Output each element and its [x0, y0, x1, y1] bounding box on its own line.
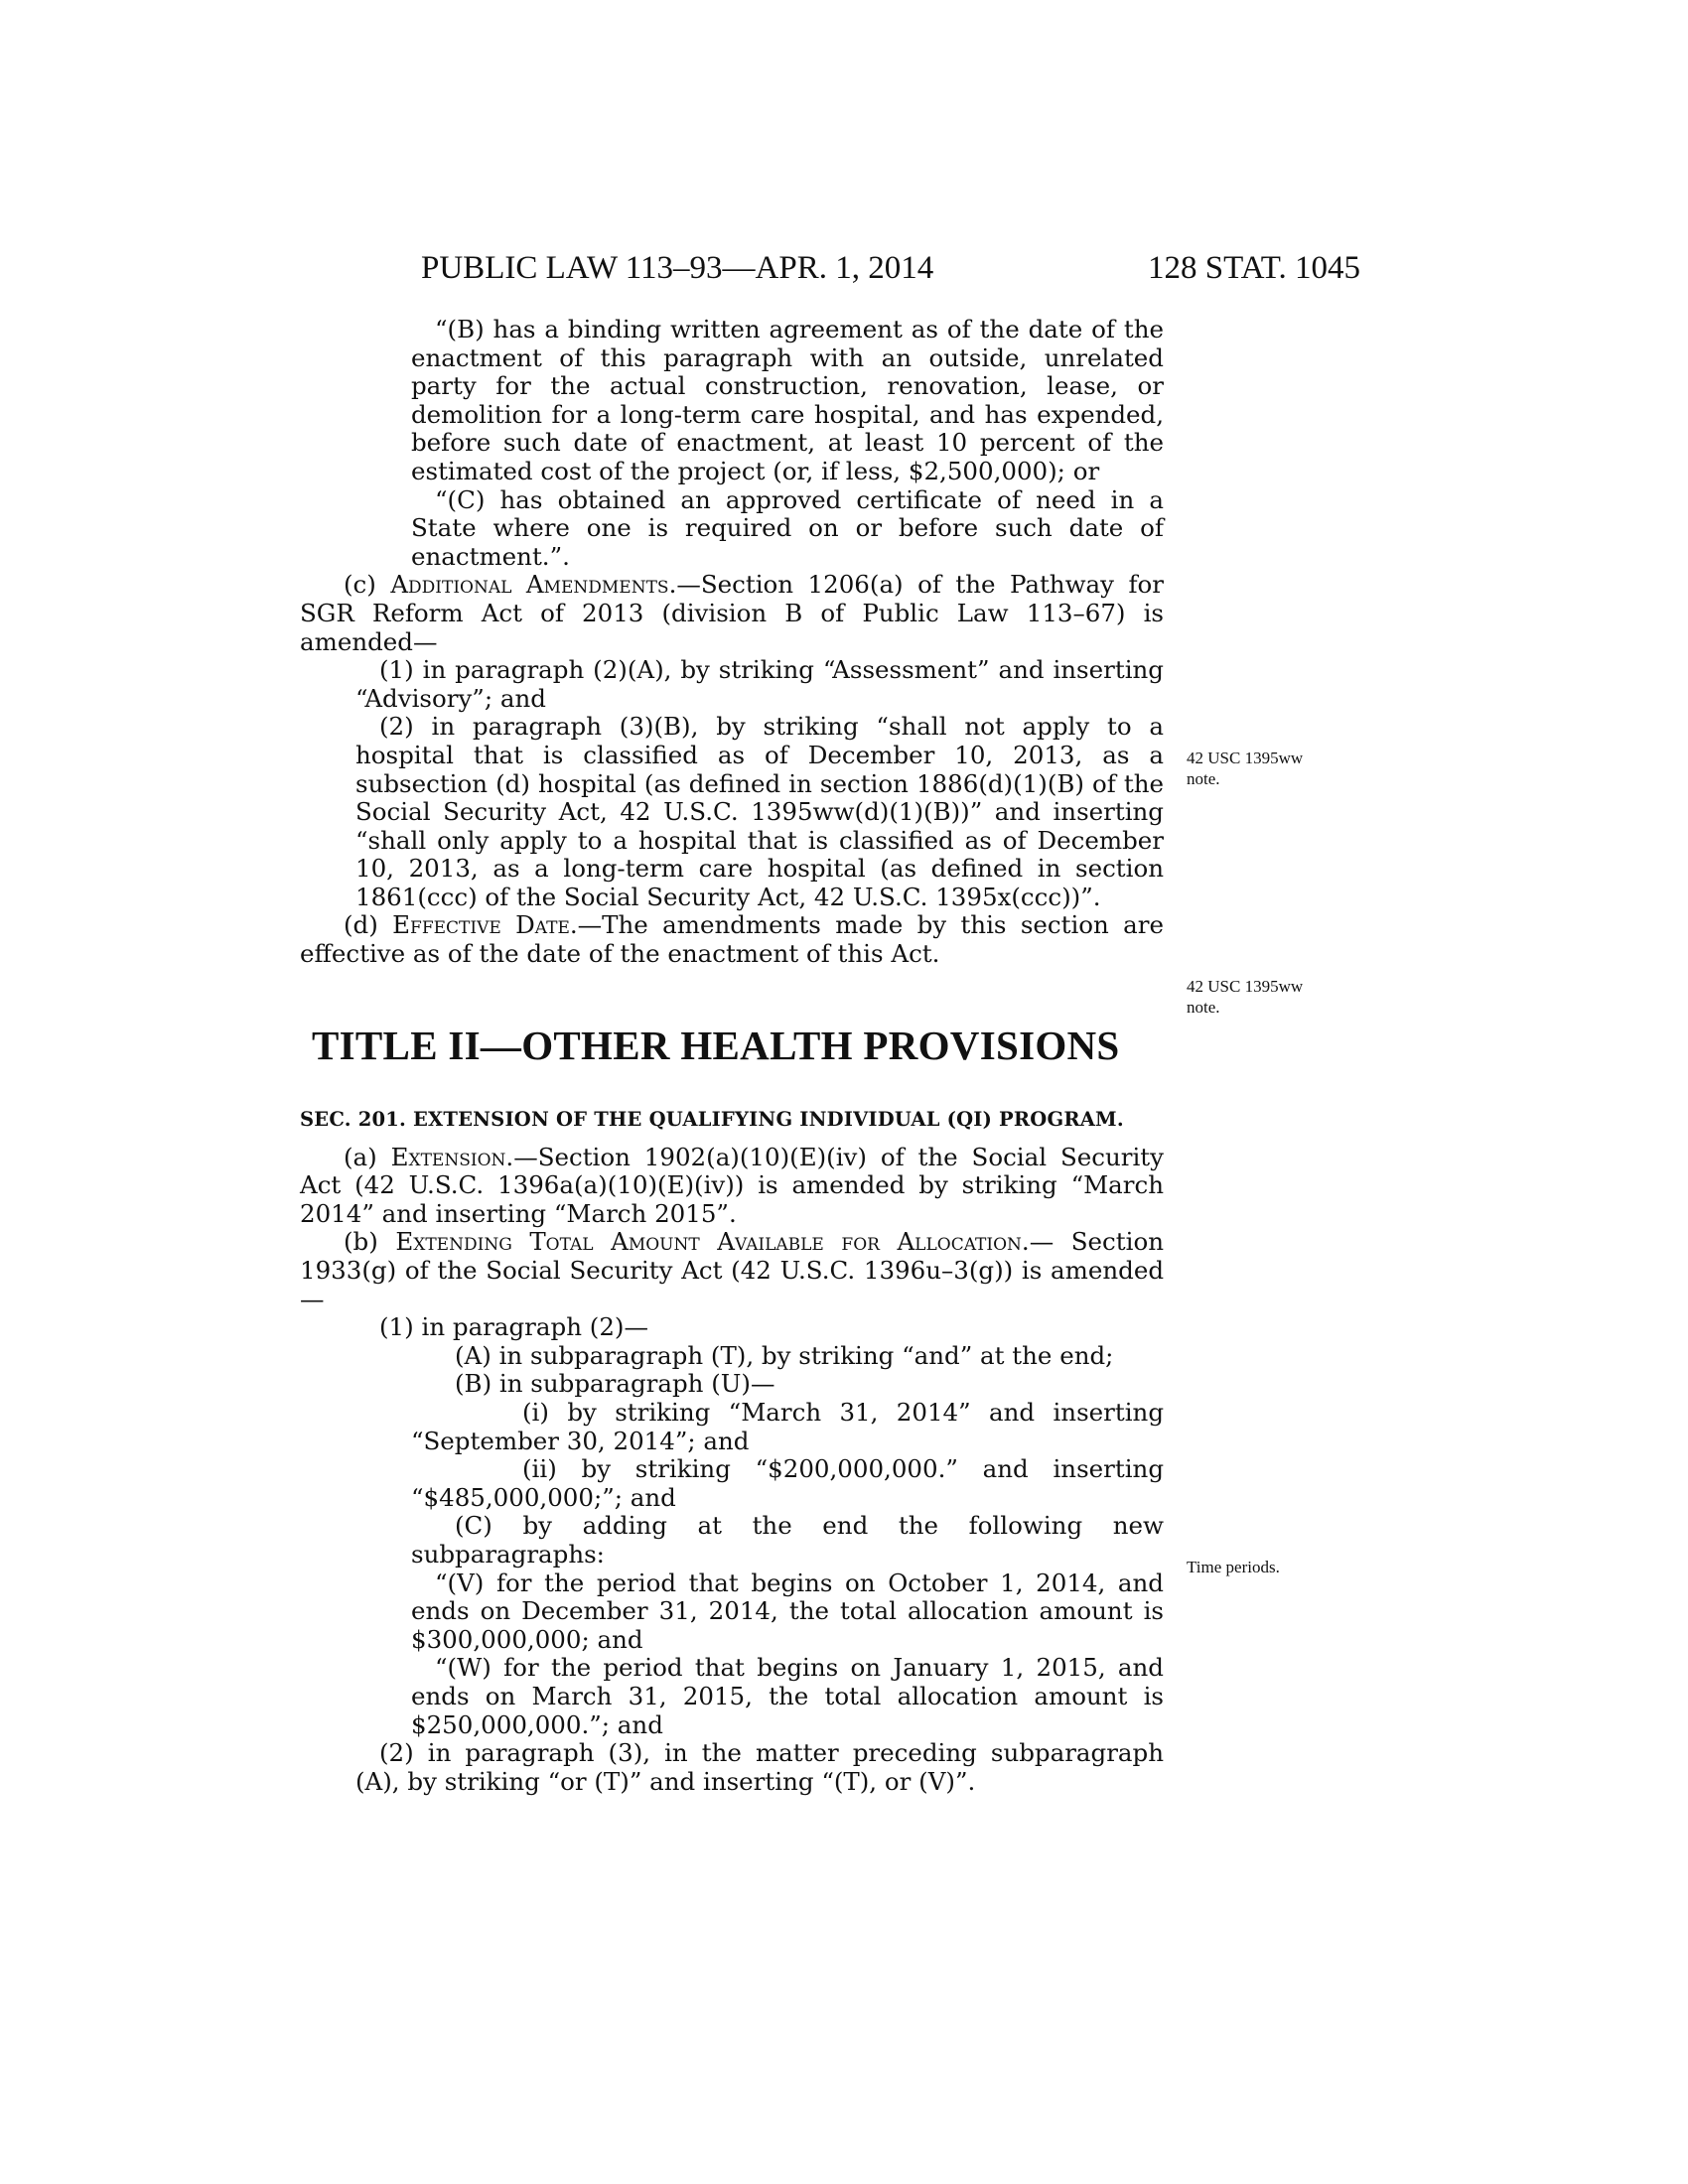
paragraph-d-effective-date	[300, 911, 1164, 968]
paragraph-c-2: (2) in paragraph (3)(B), by striking “shall not apply to a hospital that is classified as of December 10, 2013, as a subsection (d) hospital (as defined in section 1886(d)(1)(B) of the Social Security Act, 42 U.S.C. 1395ww(d)(1)(B))” and inserting “shall only apply to a hospital that is classified as of December 10, 2013, as a long-term care hospital (as defined in section 1861(ccc) of the Social Security Act, 42 U.S.C. 1395x(ccc))”.	[355, 712, 1164, 911]
section-201-a-label: (a)	[344, 1142, 391, 1171]
section-201-b	[300, 1228, 1164, 1313]
margin-note-usc-2-cite: 42 USC 1395ww	[1187, 977, 1304, 996]
margin-note-usc-1-cite: 42 USC 1395ww	[1187, 749, 1304, 767]
section-201-b-1-B: (B) in subparagraph (U)—	[455, 1369, 775, 1399]
section-201-heading: SEC. 201. EXTENSION OF THE QUALIFYING INDIVIDUAL (QI) PROGRAM.	[300, 1107, 1124, 1131]
paragraph-c-caption: Additional Amendments	[390, 570, 669, 600]
section-201-a-caption: Extension	[390, 1142, 506, 1171]
paragraph-d-label: (d)	[344, 910, 393, 940]
title-ii-heading: TITLE II—OTHER HEALTH PROVISIONS	[312, 1022, 1120, 1068]
section-201-b-text: .— Section 1933(g) of the Social Security Act (42 U.S.C. 1396u–3(g)) is amended—	[300, 1227, 1164, 1313]
paragraph-c-1: (1) in paragraph (2)(A), by striking “Assessment” and inserting “Advisory”; and	[355, 655, 1164, 713]
paragraph-c-quote: “(C) has obtained an approved certificate of need in a State where one is required on or before such date of enactment.”.	[411, 484, 1164, 571]
section-201-b-1-C: (C) by adding at the end the following new subparagraphs:	[411, 1511, 1164, 1569]
section-201-b-caption: Extending Total Amount Available for Allocation	[395, 1227, 1022, 1257]
paragraph-c-additional-amendments	[300, 571, 1164, 656]
margin-note-usc-1-note: note.	[1187, 769, 1220, 788]
section-201-b-1-A: (A) in subparagraph (T), by striking “and” at the end;	[455, 1340, 1114, 1370]
header-stat-page: 128 STAT. 1045	[1147, 250, 1360, 286]
section-201-b-1-V: “(V) for the period that begins on October 1, 2014, and ends on December 31, 2014, the total allocation amount is $300,000,000; and	[411, 1568, 1164, 1654]
paragraph-d-caption: Effective Date	[392, 910, 570, 940]
paragraph-c-text: .—Section 1206(a) of the Pathway for SGR Reform Act of 2013 (division B of Public Law 113–67) is amended—	[300, 570, 1164, 656]
running-head	[298, 248, 1360, 288]
section-201-b-label: (b)	[344, 1227, 396, 1257]
section-201-b-1-B-ii: (ii) by striking “$200,000,000.” and inserting “$485,000,000;”; and	[411, 1454, 1164, 1512]
section-201-b-2: (2) in paragraph (3), in the matter preceding subparagraph (A), by striking “or (T)” and inserting “(T), or (V)”.	[355, 1738, 1164, 1796]
paragraph-d-text: .—The amendments made by this section are effective as of the date of the enactment of this Act.	[300, 910, 1164, 969]
paragraph-b-quote: “(B) has a binding written agreement as of the date of the enactment of this paragraph with an outside, unrelated party for the actual construction, renovation, lease, or demolition for a long-term care hospital, and has expended, before such date of enactment, at least 10 percent of the estimated cost of the project (or, if less, $2,500,000); or	[411, 315, 1164, 485]
margin-note-time-periods: Time periods.	[1187, 1558, 1280, 1576]
section-201-a-text: .—Section 1902(a)(10)(E)(iv) of the Social Security Act (42 U.S.C. 1396a(a)(10)(E)(iv)) is amended by striking “March 2014” and inserting “March 2015”.	[300, 1142, 1164, 1228]
section-201-b-1-W: “(W) for the period that begins on January 1, 2015, and ends on March 31, 2015, the total allocation amount is $250,000,000.”; and	[411, 1653, 1164, 1739]
section-201-b-1: (1) in paragraph (2)—	[379, 1312, 648, 1342]
margin-note-usc-2	[1187, 976, 1385, 1018]
section-201-a	[300, 1144, 1164, 1229]
document-body	[300, 316, 1164, 1796]
section-201-b-1-B-i: (i) by striking “March 31, 2014” and inserting “September 30, 2014”; and	[411, 1398, 1164, 1455]
header-law-citation: PUBLIC LAW 113–93—APR. 1, 2014	[421, 250, 934, 286]
margin-note-usc-1	[1187, 748, 1385, 789]
paragraph-c-label: (c)	[344, 570, 391, 600]
margin-note-usc-2-note: note.	[1187, 998, 1220, 1017]
